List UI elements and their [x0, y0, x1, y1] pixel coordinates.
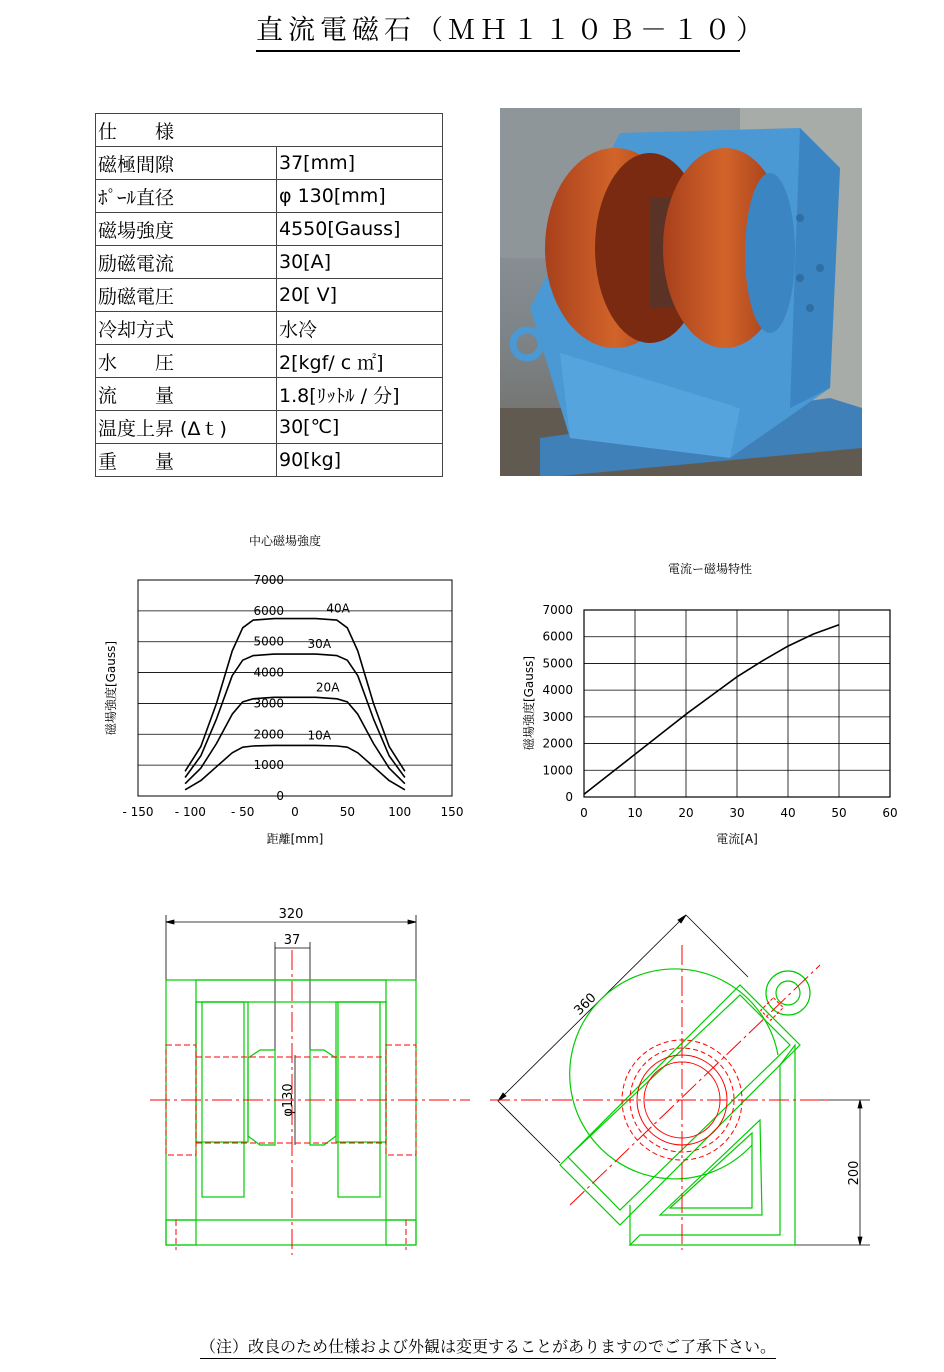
chart1-plot-area	[138, 580, 452, 796]
chart2-ytick: 1000	[542, 763, 573, 778]
center-field-chart	[100, 525, 470, 855]
chart1-ylabel: 磁場強度[Gauss]	[104, 640, 118, 736]
chart2-ytick: 0	[565, 790, 573, 804]
chart2-xtick: 60	[882, 806, 898, 820]
chart1-ytick: 3000	[253, 696, 284, 711]
spec-row	[96, 246, 443, 279]
spec-value: 30[A]	[277, 246, 443, 279]
chart1-series-line	[185, 745, 405, 789]
chart2-ytick: 6000	[542, 629, 573, 644]
spec-value: 1.8[ﾘｯﾄﾙ / 分]	[277, 378, 443, 411]
side-centerlines	[490, 945, 830, 1250]
chart1-xtick: - 150	[122, 805, 154, 819]
chart2-xtick: 0	[580, 806, 588, 820]
chart2-series-line	[584, 625, 839, 795]
chart1-xtick: - 100	[174, 805, 206, 819]
chart2-ytick: 3000	[542, 709, 573, 724]
spec-value: 水冷	[277, 312, 443, 345]
spec-header: 仕 様	[96, 114, 443, 147]
spec-row	[96, 345, 443, 378]
chart2-xtick: 50	[831, 806, 847, 820]
side-view-drawing	[490, 905, 890, 1255]
spec-label: 流 量	[96, 378, 277, 411]
chart1-xlabel: 距離[mm]	[266, 832, 324, 846]
magnet-photo	[500, 108, 862, 476]
spec-value: 2[kgf/ c ㎡]	[277, 345, 443, 378]
chart1-ytick: 5000	[253, 634, 284, 649]
chart2-xtick: 40	[780, 806, 796, 820]
spec-row	[96, 378, 443, 411]
spec-row	[96, 411, 443, 444]
spec-value: 37[mm]	[277, 147, 443, 180]
chart1-xtick: 150	[440, 805, 464, 819]
spec-header-row	[96, 114, 443, 147]
chart1-ytick: 0	[276, 789, 284, 803]
chart1-title: 中心磁場強度	[248, 534, 322, 548]
dim-height-label: 200	[847, 1160, 862, 1186]
page-title: 直流電磁石（ＭＨ１１０Ｂ－１０）	[256, 14, 740, 52]
spec-row	[96, 279, 443, 312]
chart1-ytick: 2000	[253, 727, 284, 742]
spec-row	[96, 180, 443, 213]
spec-row	[96, 147, 443, 180]
chart1-xtick: 100	[388, 805, 412, 819]
footnote: （注）改良のため仕様および外観は変更することがありますのでご了承下さい。	[200, 1336, 776, 1359]
chart1-series-label: 30A	[307, 637, 332, 652]
spec-value: φ 130[mm]	[277, 180, 443, 213]
chart2-xlabel: 電流[A]	[716, 832, 758, 846]
spec-label: 冷却方式	[96, 312, 277, 345]
dim-pole-label: φ130	[281, 1083, 296, 1117]
spec-row	[96, 213, 443, 246]
chart1-series-label: 20A	[315, 680, 340, 695]
chart1-xtick: 0	[291, 805, 299, 819]
front-hidden-lines	[166, 1045, 416, 1250]
spec-label: 励磁電圧	[96, 279, 277, 312]
chart2-ytick: 2000	[542, 736, 573, 751]
spec-label: 水 圧	[96, 345, 277, 378]
spec-label: 励磁電流	[96, 246, 277, 279]
chart1-ytick: 6000	[253, 603, 284, 618]
chart1-xtick: 50	[339, 805, 355, 819]
current-field-chart	[515, 555, 915, 855]
chart2-xtick: 20	[678, 806, 694, 820]
chart2-ytick: 7000	[542, 603, 573, 617]
chart2-ytick: 4000	[542, 683, 573, 698]
dim-gap-label: 37	[283, 933, 301, 948]
chart2-ytick: 5000	[542, 656, 573, 671]
dim-diag-label: 360	[571, 990, 600, 1019]
front-view-drawing	[150, 900, 480, 1260]
chart2-title: 電流ー磁場特性	[667, 562, 753, 576]
spec-value: 30[℃]	[277, 411, 443, 444]
spec-value: 4550[Gauss]	[277, 213, 443, 246]
spec-row	[96, 312, 443, 345]
spec-label: ﾎﾟｰﾙ直径	[96, 180, 277, 213]
chart1-series-line	[185, 697, 405, 783]
chart2-xtick: 10	[627, 806, 643, 820]
chart1-series-label: 40A	[326, 601, 350, 616]
spec-label: 磁極間隙	[96, 147, 277, 180]
chart1-series-label: 10A	[307, 728, 332, 743]
chart1-ytick: 4000	[253, 665, 284, 680]
spec-row	[96, 444, 443, 477]
dim-width-label: 320	[278, 907, 304, 922]
chart2-ylabel: 磁場強度[Gauss]	[522, 655, 536, 751]
chart1-ytick: 1000	[253, 758, 284, 773]
chart1-xtick: - 50	[230, 805, 255, 819]
spec-table	[95, 113, 443, 477]
chart2-xtick: 30	[729, 806, 745, 820]
spec-label: 重 量	[96, 444, 277, 477]
chart1-ytick: 7000	[253, 573, 284, 587]
spec-label: 磁場強度	[96, 213, 277, 246]
spec-value: 90[kg]	[277, 444, 443, 477]
spec-value: 20[ V]	[277, 279, 443, 312]
spec-label: 温度上昇 (Δｔ)	[96, 411, 277, 444]
